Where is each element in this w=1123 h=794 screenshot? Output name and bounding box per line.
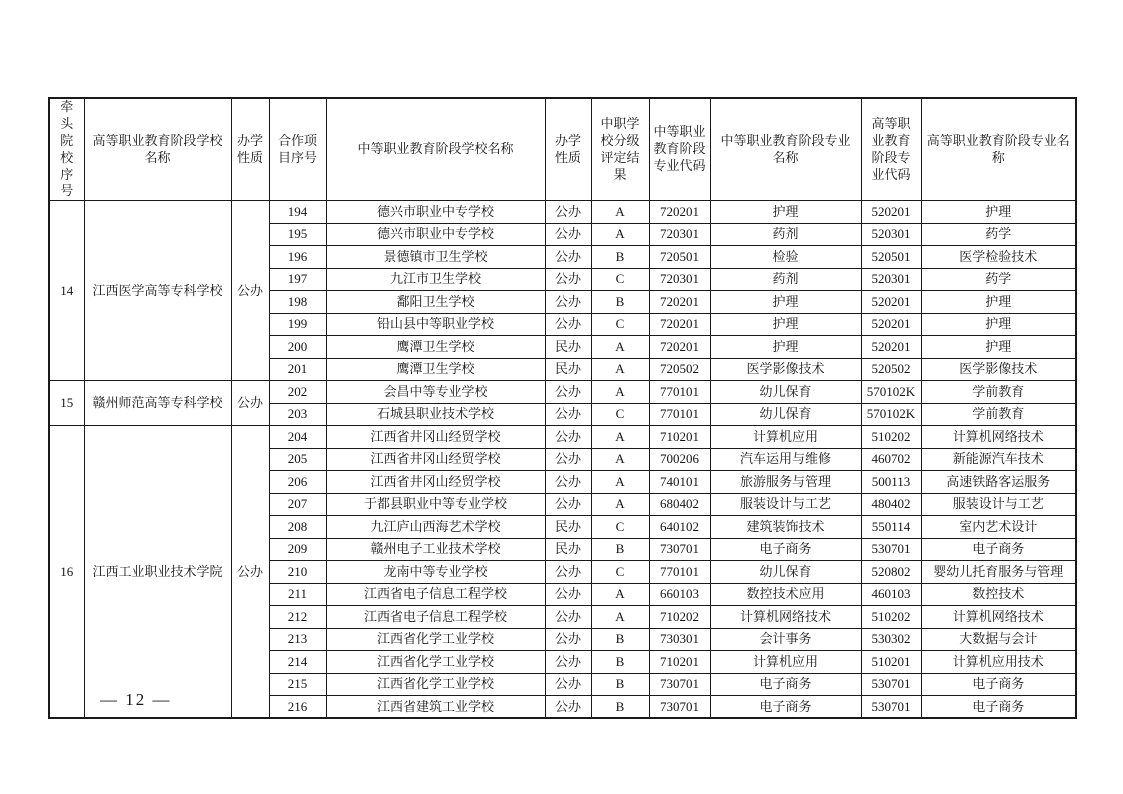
cell-secondary-school-name: 于都县职业中等专业学校 [326,493,545,516]
cell-higher-major-name: 大数据与会计 [921,628,1076,651]
cell-secondary-major-name: 医学影像技术 [710,358,861,381]
cell-secondary-school-type: 公办 [545,448,591,471]
cell-secondary-school-name: 德兴市职业中专学校 [326,201,545,224]
cell-secondary-major-code: 770101 [649,403,710,426]
cell-higher-major-name: 药学 [921,223,1076,246]
cell-grading-result: A [591,201,649,224]
cell-project-no: 215 [269,673,326,696]
cell-secondary-major-name: 电子商务 [710,696,861,719]
cell-project-no: 197 [269,268,326,291]
cell-secondary-school-type: 公办 [545,628,591,651]
cell-project-no: 200 [269,336,326,359]
cell-secondary-school-name: 景德镇市卫生学校 [326,246,545,269]
cell-secondary-school-type: 公办 [545,651,591,674]
cell-secondary-school-name: 石城县职业技术学校 [326,403,545,426]
cell-secondary-school-type: 公办 [545,493,591,516]
cell-project-no: 206 [269,471,326,494]
cell-secondary-school-type: 公办 [545,201,591,224]
cell-project-no: 214 [269,651,326,674]
cell-secondary-major-name: 旅游服务与管理 [710,471,861,494]
cell-higher-major-name: 电子商务 [921,673,1076,696]
cell-secondary-school-type: 民办 [545,538,591,561]
cell-secondary-major-name: 电子商务 [710,538,861,561]
cell-higher-major-code: 510202 [861,606,921,629]
cell-grading-result: A [591,336,649,359]
cell-secondary-major-code: 730701 [649,538,710,561]
cell-higher-major-code: 520201 [861,291,921,314]
cell-higher-major-name: 计算机网络技术 [921,426,1076,449]
cell-project-no: 210 [269,561,326,584]
cell-grading-result: B [591,696,649,719]
cell-higher-major-name: 高速铁路客运服务 [921,471,1076,494]
cell-project-no: 196 [269,246,326,269]
cell-project-no: 194 [269,201,326,224]
cell-higher-major-name: 医学影像技术 [921,358,1076,381]
cell-grading-result: B [591,628,649,651]
cell-secondary-major-code: 720201 [649,201,710,224]
cell-grading-result: C [591,561,649,584]
cell-secondary-major-code: 720201 [649,291,710,314]
cell-secondary-major-code: 710201 [649,426,710,449]
cell-secondary-school-type: 民办 [545,516,591,539]
cell-higher-major-name: 数控技术 [921,583,1076,606]
cell-grading-result: B [591,673,649,696]
cell-higher-major-name: 学前教育 [921,381,1076,404]
cell-grading-result: A [591,426,649,449]
cell-higher-major-name: 室内艺术设计 [921,516,1076,539]
cell-higher-major-code: 530302 [861,628,921,651]
cell-secondary-major-code: 720201 [649,313,710,336]
cell-secondary-school-type: 公办 [545,403,591,426]
cell-project-no: 208 [269,516,326,539]
cell-secondary-major-code: 730701 [649,696,710,719]
cell-higher-major-name: 电子商务 [921,538,1076,561]
cell-secondary-major-code: 660103 [649,583,710,606]
cell-grading-result: A [591,381,649,404]
cell-college-name: 赣州师范高等专科学校 [84,381,231,426]
cell-secondary-school-name: 会昌中等专业学校 [326,381,545,404]
cell-secondary-major-code: 720502 [649,358,710,381]
cell-secondary-major-code: 770101 [649,381,710,404]
cell-grading-result: C [591,268,649,291]
cell-secondary-school-name: 鹰潭卫生学校 [326,336,545,359]
cell-secondary-major-name: 数控技术应用 [710,583,861,606]
cell-secondary-major-name: 汽车运用与维修 [710,448,861,471]
cell-secondary-school-type: 公办 [545,606,591,629]
cell-higher-major-code: 460702 [861,448,921,471]
cell-secondary-major-code: 720301 [649,268,710,291]
header-grading-result: 中职学校分级评定结果 [591,98,649,201]
cell-grading-result: C [591,313,649,336]
cell-higher-major-code: 520301 [861,223,921,246]
cell-secondary-major-code: 710202 [649,606,710,629]
cell-grading-result: A [591,358,649,381]
cell-project-no: 204 [269,426,326,449]
cell-secondary-major-name: 会计事务 [710,628,861,651]
cell-secondary-school-name: 江西省化学工业学校 [326,651,545,674]
cell-lead-college-seq: 15 [49,381,84,426]
cell-higher-major-code: 500113 [861,471,921,494]
cell-higher-major-name: 服装设计与工艺 [921,493,1076,516]
cell-secondary-major-code: 700206 [649,448,710,471]
cell-grading-result: A [591,448,649,471]
cell-secondary-major-name: 计算机网络技术 [710,606,861,629]
cell-secondary-major-code: 740101 [649,471,710,494]
cell-project-no: 213 [269,628,326,651]
header-secondary-major-name: 中等职业教育阶段专业名称 [710,98,861,201]
cell-secondary-major-name: 幼儿保育 [710,381,861,404]
cell-higher-major-code: 530701 [861,696,921,719]
cell-higher-major-code: 510202 [861,426,921,449]
cell-higher-major-code: 530701 [861,538,921,561]
cell-secondary-major-code: 770101 [649,561,710,584]
cell-secondary-school-type: 公办 [545,696,591,719]
cell-college-type: 公办 [231,426,269,719]
cell-secondary-major-name: 检验 [710,246,861,269]
cell-grading-result: A [591,223,649,246]
cell-college-name: 江西工业职业技术学院 [84,426,231,719]
cell-secondary-school-type: 民办 [545,358,591,381]
cell-secondary-major-code: 720301 [649,223,710,246]
cell-project-no: 207 [269,493,326,516]
cell-project-no: 195 [269,223,326,246]
cell-secondary-school-name: 鹰潭卫生学校 [326,358,545,381]
table-header-row [49,98,1076,201]
header-project-no: 合作项目序号 [269,98,326,201]
cell-higher-major-name: 护理 [921,336,1076,359]
cell-grading-result: B [591,246,649,269]
header-college-name: 高等职业教育阶段学校名称 [84,98,231,201]
cell-grading-result: C [591,516,649,539]
cell-secondary-school-type: 公办 [545,313,591,336]
cell-higher-major-name: 新能源汽车技术 [921,448,1076,471]
cell-grading-result: A [591,471,649,494]
cell-secondary-major-name: 药剂 [710,268,861,291]
cell-project-no: 209 [269,538,326,561]
cell-secondary-school-type: 公办 [545,223,591,246]
table-body [49,201,1076,719]
cell-secondary-school-name: 龙南中等专业学校 [326,561,545,584]
cell-secondary-school-name: 九江市卫生学校 [326,268,545,291]
cell-higher-major-name: 电子商务 [921,696,1076,719]
cell-higher-major-code: 520201 [861,313,921,336]
cell-project-no: 201 [269,358,326,381]
cell-higher-major-code: 520201 [861,201,921,224]
cell-secondary-major-code: 680402 [649,493,710,516]
cell-secondary-school-name: 江西省电子信息工程学校 [326,583,545,606]
cell-higher-major-name: 护理 [921,313,1076,336]
header-higher-major-code: 高等职业教育阶段专业代码 [861,98,921,201]
cell-secondary-major-name: 护理 [710,201,861,224]
cell-secondary-major-name: 幼儿保育 [710,403,861,426]
cell-grading-result: A [591,583,649,606]
cell-secondary-school-type: 公办 [545,268,591,291]
header-secondary-school-name: 中等职业教育阶段学校名称 [326,98,545,201]
cell-secondary-school-name: 九江庐山西海艺术学校 [326,516,545,539]
cell-secondary-school-type: 公办 [545,673,591,696]
cell-secondary-school-name: 德兴市职业中专学校 [326,223,545,246]
header-secondary-major-code: 中等职业教育阶段专业代码 [649,98,710,201]
cell-secondary-major-code: 720201 [649,336,710,359]
cell-secondary-major-code: 720501 [649,246,710,269]
cell-secondary-major-code: 730301 [649,628,710,651]
cell-secondary-school-name: 江西省井冈山经贸学校 [326,448,545,471]
cell-secondary-major-name: 幼儿保育 [710,561,861,584]
header-lead-college-seq: 牵头院校序号 [49,98,84,201]
cell-grading-result: B [591,291,649,314]
cell-project-no: 198 [269,291,326,314]
header-secondary-school-type: 办学性质 [545,98,591,201]
cell-secondary-school-name: 江西省化学工业学校 [326,628,545,651]
header-college-type: 办学性质 [231,98,269,201]
cell-secondary-major-name: 电子商务 [710,673,861,696]
cell-higher-major-name: 护理 [921,291,1076,314]
cell-secondary-major-name: 护理 [710,291,861,314]
cell-secondary-major-name: 护理 [710,313,861,336]
cell-secondary-school-name: 江西省井冈山经贸学校 [326,471,545,494]
cell-project-no: 216 [269,696,326,719]
cell-higher-major-name: 计算机网络技术 [921,606,1076,629]
cell-higher-major-code: 520802 [861,561,921,584]
cell-secondary-major-code: 710201 [649,651,710,674]
cell-higher-major-name: 护理 [921,201,1076,224]
cell-secondary-school-name: 江西省电子信息工程学校 [326,606,545,629]
cell-project-no: 203 [269,403,326,426]
cell-higher-major-code: 570102K [861,381,921,404]
header-higher-major-name: 高等职业教育阶段专业名称 [921,98,1076,201]
cell-college-name: 江西医学高等专科学校 [84,201,231,381]
cooperation-projects-table [48,97,1077,719]
cell-grading-result: C [591,403,649,426]
cell-secondary-school-type: 公办 [545,583,591,606]
cell-project-no: 212 [269,606,326,629]
cell-project-no: 205 [269,448,326,471]
table-row [49,201,1076,224]
cell-higher-major-code: 520301 [861,268,921,291]
cell-college-type: 公办 [231,201,269,381]
cell-grading-result: A [591,493,649,516]
cell-project-no: 202 [269,381,326,404]
cell-higher-major-code: 550114 [861,516,921,539]
cell-secondary-school-type: 公办 [545,426,591,449]
cell-higher-major-name: 医学检验技术 [921,246,1076,269]
cell-secondary-school-name: 江西省化学工业学校 [326,673,545,696]
cell-higher-major-code: 520501 [861,246,921,269]
cell-higher-major-name: 学前教育 [921,403,1076,426]
cell-secondary-school-name: 江西省建筑工业学校 [326,696,545,719]
cell-higher-major-code: 520201 [861,336,921,359]
cell-college-type: 公办 [231,381,269,426]
cell-grading-result: B [591,651,649,674]
cell-higher-major-name: 计算机应用技术 [921,651,1076,674]
table-row [49,426,1076,449]
cell-higher-major-code: 460103 [861,583,921,606]
cell-secondary-school-type: 公办 [545,291,591,314]
cell-secondary-major-name: 计算机应用 [710,426,861,449]
cell-higher-major-code: 510201 [861,651,921,674]
cell-project-no: 211 [269,583,326,606]
cell-lead-college-seq: 14 [49,201,84,381]
cell-higher-major-name: 药学 [921,268,1076,291]
cell-secondary-major-name: 服装设计与工艺 [710,493,861,516]
cell-higher-major-code: 480402 [861,493,921,516]
cell-project-no: 199 [269,313,326,336]
cell-secondary-major-name: 药剂 [710,223,861,246]
cell-secondary-major-code: 640102 [649,516,710,539]
cell-secondary-school-name: 鄱阳卫生学校 [326,291,545,314]
cell-secondary-school-type: 公办 [545,561,591,584]
cell-secondary-major-code: 730701 [649,673,710,696]
cell-secondary-school-name: 赣州电子工业技术学校 [326,538,545,561]
cell-secondary-school-type: 公办 [545,471,591,494]
cell-secondary-school-type: 民办 [545,336,591,359]
cell-secondary-major-name: 计算机应用 [710,651,861,674]
cell-secondary-major-name: 护理 [710,336,861,359]
cell-secondary-school-name: 江西省井冈山经贸学校 [326,426,545,449]
cell-grading-result: A [591,606,649,629]
cell-secondary-school-type: 公办 [545,246,591,269]
cell-higher-major-name: 婴幼儿托育服务与管理 [921,561,1076,584]
page-number: — 12 — [100,690,172,709]
cell-higher-major-code: 570102K [861,403,921,426]
cell-higher-major-code: 520502 [861,358,921,381]
table-row [49,381,1076,404]
cell-secondary-major-name: 建筑装饰技术 [710,516,861,539]
cell-higher-major-code: 530701 [861,673,921,696]
cell-secondary-school-type: 公办 [545,381,591,404]
cell-lead-college-seq: 16 [49,426,84,719]
cell-secondary-school-name: 铅山县中等职业学校 [326,313,545,336]
cell-grading-result: B [591,538,649,561]
